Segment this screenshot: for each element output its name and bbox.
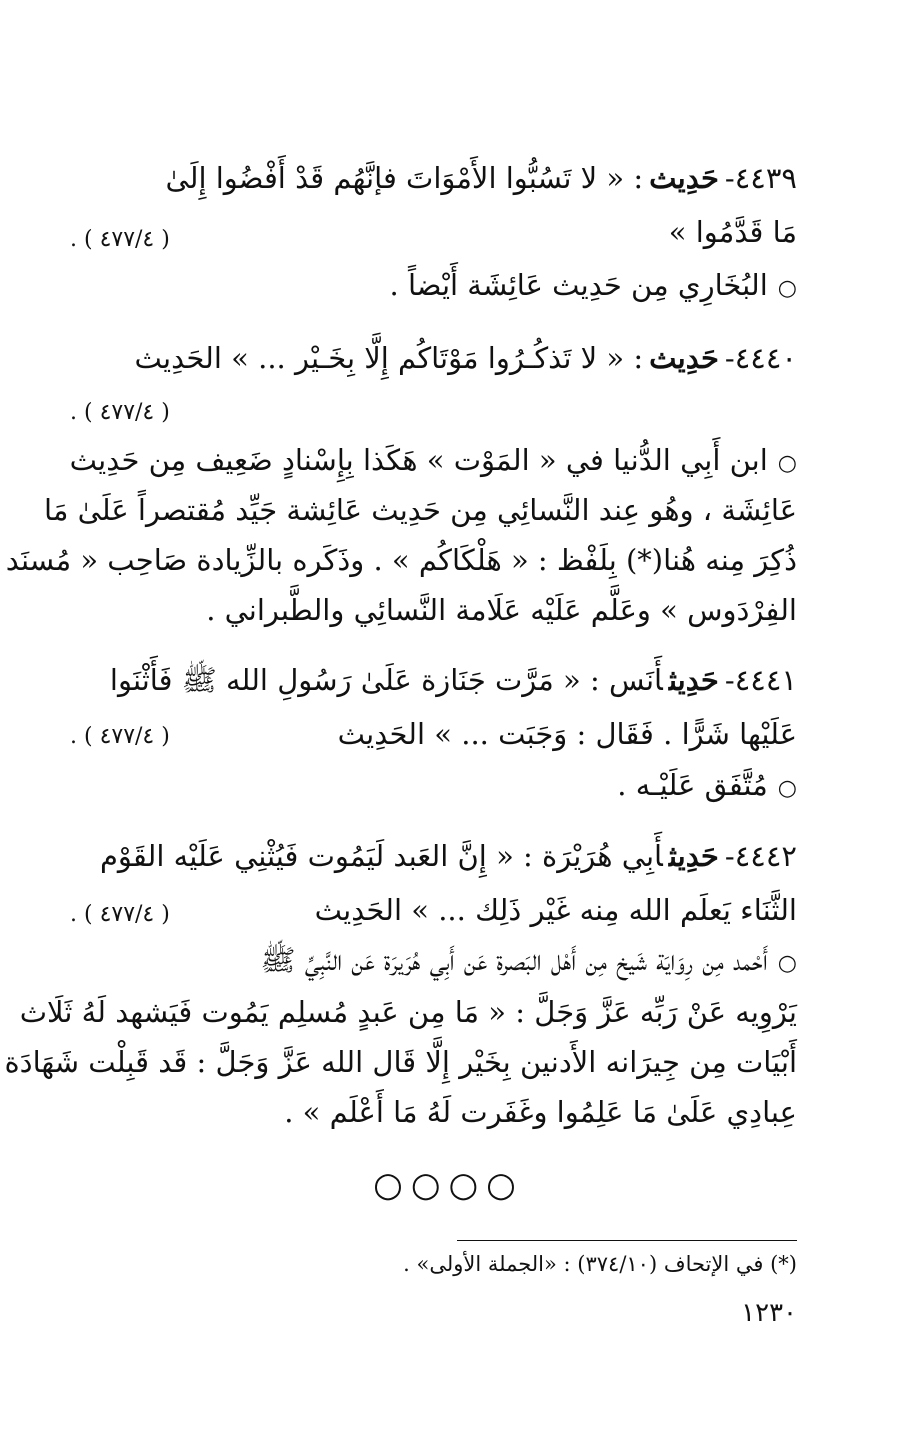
hadith-4440-note-line2	[44, 490, 797, 530]
hadith-keyword: حَدِيث	[649, 161, 719, 195]
hadith-4439-citation: ( ٤٧٧/٤ ) .	[70, 227, 170, 252]
hadith-4440-note-line3	[5, 540, 797, 580]
hadith-4439-line1	[70, 158, 797, 198]
hadith-text: مَا قَدَّمُوا »	[668, 215, 797, 249]
hadith-4439-note	[70, 265, 797, 309]
hadith-4441-citation: ( ٤٧٧/٤ ) .	[70, 724, 170, 749]
note-text: ابن أَبِي الدُّنيا في « المَوْت » هَكَذا بِإِسْنادٍ ضَعِيف مِن حَدِيث	[69, 443, 768, 477]
hadith-text: الثَّنَاء يَعلَم الله مِنه غَيْر ذَلِك ... » الحَدِيث	[314, 893, 797, 927]
hadith-number: ٤٤٤٠-	[724, 341, 797, 375]
footnote: (*) في الإتحاف (٣٧٤/١٠) : «الجملة الأولى» .	[403, 1252, 797, 1276]
hadith-text: : « لا تَذكُـرُوا مَوْتَاكُم إِلَّا بِخَـيْر ... » الحَدِيث	[134, 341, 644, 375]
note-text: ذُكِرَ مِنه هُنا(*) بِلَفْظ : « هَلْكَاكُم » . وذَكَره بالزِّيادة صَاحِب « مُسنَد	[5, 543, 797, 577]
section-separator: ○○○○	[373, 1165, 524, 1205]
hadith-4442-citation: ( ٤٧٧/٤ ) .	[70, 902, 170, 927]
hadith-number: ٤٤٤٢-	[724, 839, 797, 873]
note-text: أَبْيَات مِن جِيرَانه الأَدنين بِخَيْر إِلَّا قَال الله عَزَّ وَجَلَّ : قَد قَبِلْت شَهَادَة	[4, 1045, 797, 1079]
hadith-keyword: حَدِيث	[649, 341, 719, 375]
note-text: البُخَارِي مِن حَدِيث عَائِشَة أَيْضاً .	[389, 268, 768, 302]
hadith-number: ٤٤٣٩-	[724, 161, 797, 195]
hadith-4442-line2	[70, 890, 797, 930]
ring-icon: ○	[777, 276, 797, 301]
note-text: يَرْوِيه عَنْ رَبِّه عَزَّ وَجَلَّ : « مَا مِن عَبدٍ مُسلِم يَمُوت فَيَشهد لَهُ ثَلَاث	[19, 995, 797, 1029]
ring-icon: ○	[777, 776, 797, 801]
hadith-4439-line2	[70, 212, 797, 252]
hadith-4440-line1	[70, 338, 797, 378]
note-text: الفِرْدَوس » وعَلَّم عَلَيْه عَلَامة النَّسائِي والطَّبراني .	[206, 593, 797, 627]
hadith-number: ٤٤٤١-	[724, 663, 797, 697]
note-text: أَحْمد مِن رِوَايَة شَيخ مِن أَهْل البَصرة عَن أَبِي هُرَيرَة عَن النَّبِيِّ ﷺ	[260, 943, 768, 977]
hadith-text: أَبِي هُرَيْرَة : « إِنَّ العَبد لَيَمُوت فَيُثْنِي عَلَيْه القَوْم	[99, 839, 663, 873]
hadith-text: : « لا تَسُبُّوا الأَمْوَاتَ فإنَّهُم قَدْ أَفْضُوا إِلَىٰ	[165, 161, 644, 195]
hadith-4442-line1	[70, 836, 797, 876]
note-text: مُتَّفَق عَلَيْـه .	[617, 768, 768, 802]
hadith-4441-note	[70, 765, 797, 809]
hadith-4442-note-line1	[70, 940, 797, 984]
hadith-4441-line2	[70, 714, 797, 754]
page-number: ١٢٣٠	[741, 1298, 797, 1328]
ring-icon: ○	[777, 951, 797, 976]
ring-icon: ○	[777, 451, 797, 476]
hadith-4440-citation: ( ٤٧٧/٤ ) .	[70, 400, 170, 425]
hadith-keyword: حَدِيث	[668, 663, 719, 697]
hadith-text: أَنَس : « مَرَّت جَنَازة عَلَىٰ رَسُولِ الله ﷺ فَأَثْنَوا	[109, 663, 663, 697]
hadith-4442-note-line4	[70, 1092, 797, 1132]
footnote-rule	[457, 1240, 797, 1241]
hadith-keyword: حَدِيث	[668, 839, 719, 873]
hadith-4442-note-line2	[19, 992, 797, 1032]
hadith-4441-line1	[70, 660, 797, 700]
note-text: عِبادِي عَلَىٰ مَا عَلِمُوا وغَفَرت لَهُ مَا أَعْلَم » .	[284, 1095, 797, 1129]
hadith-4440-note-line4	[70, 590, 797, 630]
hadith-4440-note-line1	[70, 440, 797, 484]
hadith-4442-note-line3	[4, 1042, 797, 1082]
hadith-text: عَلَيْها شَرًّا . فَقَال : وَجَبَت ... » الحَدِيث	[337, 717, 797, 751]
note-text: عَائِشَة ، وهُو عِند النَّسائِي مِن حَدِيث عَائِشة جَيِّد مُقتصراً عَلَىٰ مَا	[44, 493, 797, 527]
